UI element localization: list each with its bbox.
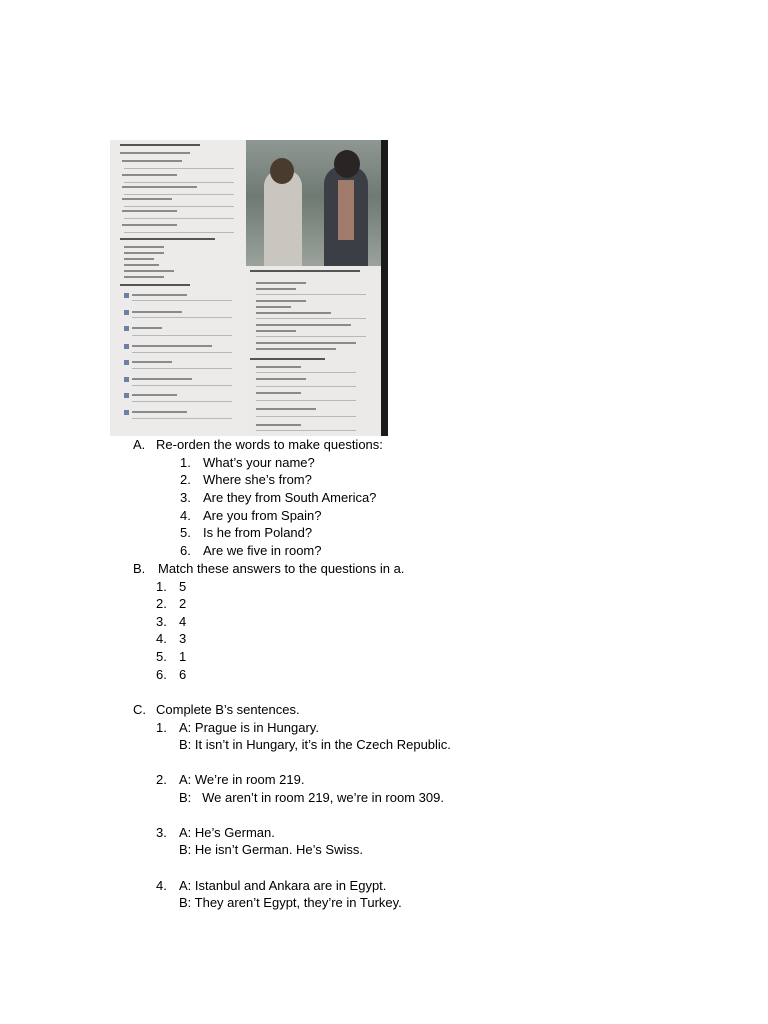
list-item: Are you from Spain? (203, 508, 322, 523)
dialogue-line-a: A: Istanbul and Ankara are in Egypt. (179, 878, 387, 893)
list-item-number: 5. (156, 649, 167, 664)
list-item: Are we five in room? (203, 543, 322, 558)
dialogue-line-b: B: They aren’t Egypt, they’re in Turkey. (179, 895, 402, 910)
dialogue-line-b: B: We aren’t in room 219, we’re in room 309. (179, 790, 444, 805)
dialogue-line-b: B: It isn’t in Hungary, it’s in the Czech Republic. (179, 737, 451, 752)
section-c-marker: C. (133, 702, 146, 717)
list-item: 2 (179, 596, 187, 611)
section-b-title: Match these answers to the questions in a. (158, 561, 405, 576)
list-item-number: 6. (180, 543, 191, 558)
list-item: What’s your name? (203, 455, 315, 470)
section-c-title: Complete B’s sentences. (156, 702, 300, 717)
list-item: 5 (179, 579, 187, 594)
list-item-number: 1. (180, 455, 191, 470)
list-item: 3 (179, 631, 187, 646)
list-item: 4 (179, 614, 187, 629)
dialogue-line-a: A: Prague is in Hungary. (179, 720, 319, 735)
list-item: 6 (179, 667, 187, 682)
section-a-title: Re-orden the words to make questions: (156, 437, 383, 452)
list-item: 1 (179, 649, 187, 664)
list-item: Are they from South America? (203, 490, 377, 505)
list-item-number: 2. (156, 772, 167, 787)
list-item-number: 2. (156, 596, 167, 611)
list-item: Is he from Poland? (203, 525, 313, 540)
list-item-number: 4. (180, 508, 191, 523)
list-item-number: 2. (180, 472, 191, 487)
list-item-number: 1. (156, 579, 167, 594)
section-b-marker: B. (133, 561, 146, 576)
list-item-number: 4. (156, 631, 167, 646)
list-item-number: 3. (180, 490, 191, 505)
section-a-marker: A. (133, 437, 146, 452)
list-item-number: 4. (156, 878, 167, 893)
dialogue-line-a: A: He’s German. (179, 825, 275, 840)
list-item-number: 1. (156, 720, 167, 735)
list-item-number: 3. (156, 614, 167, 629)
list-item-number: 6. (156, 667, 167, 682)
list-item-number: 5. (180, 525, 191, 540)
list-item: Where she’s from? (203, 472, 312, 487)
dialogue-line-a: A: We’re in room 219. (179, 772, 305, 787)
list-item-number: 3. (156, 825, 167, 840)
dialogue-line-b: B: He isn’t German. He’s Swiss. (179, 842, 363, 857)
